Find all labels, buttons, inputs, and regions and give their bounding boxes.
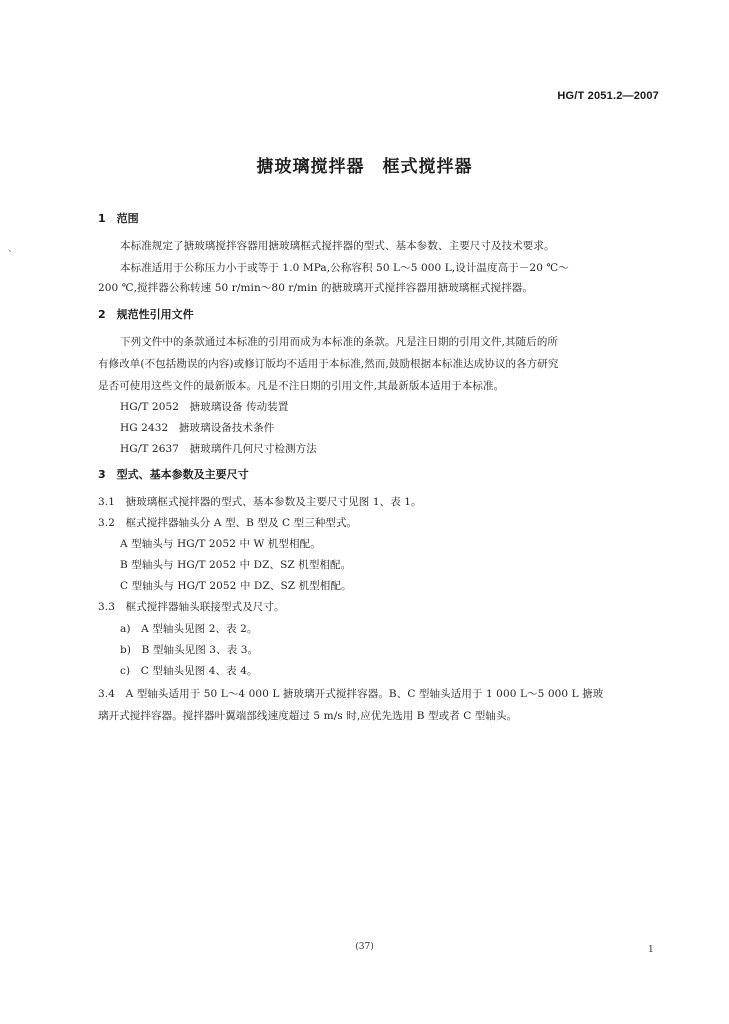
footer-mark: 1 <box>648 945 654 955</box>
section-2-paragraph-line-3: 是否可使用这些文件的最新版本。凡是不注日期的引用文件,其最新版本适用于本标准。 <box>98 380 505 392</box>
clause-3-3-item: c) C 型轴头见图 4、表 4。 <box>120 665 258 677</box>
clause-3-2-type-b: B 型轴头与 HG/T 2052 中 DZ、SZ 机型相配。 <box>120 559 352 571</box>
standard-number: HG/T 2051.2—2007 <box>557 90 659 102</box>
clause-3-4-line-2: 璃开式搅拌容器。搅拌器叶翼端部线速度超过 5 m/s 时,应优先选用 B 型或者 C 型轴头。 <box>98 710 518 722</box>
section-1-paragraph-2-line-1: 本标准适用于公称压力小于或等于 1.0 MPa,公称容积 50 L～5 000 L,设计温度高于－20 ℃～ <box>120 262 569 274</box>
clause-3-2: 3.2 框式搅拌器轴头分 A 型、B 型及 C 型三种型式。 <box>98 517 358 529</box>
clause-3-3: 3.3 框式搅拌器轴头联接型式及尺寸。 <box>98 601 285 613</box>
section-3-heading: 3 型式、基本参数及主要尺寸 <box>98 468 249 481</box>
clause-3-3-item: a) A 型轴头见图 2、表 2。 <box>120 623 258 635</box>
page-number: (37) <box>355 942 374 952</box>
section-2-paragraph-line-2: 有修改单(不包括勘误的内容)或修订版均不适用于本标准,然而,鼓励根据本标准达成协议的各方研究 <box>98 358 559 370</box>
section-2-paragraph-line-1: 下列文件中的条款通过本标准的引用而成为本标准的条款。凡是注日期的引用文件,其随后的所 <box>120 336 559 348</box>
section-2-heading: 2 规范性引用文件 <box>98 308 194 321</box>
reference-item: HG 2432 搪玻璃设备技术条件 <box>120 422 275 434</box>
section-1-heading: 1 范围 <box>98 212 139 225</box>
page-title: 搪玻璃搅拌器 框式搅拌器 <box>256 157 473 177</box>
clause-3-3-item: b) B 型轴头见图 3、表 3。 <box>120 644 259 656</box>
clause-3-1: 3.1 搪玻璃框式搅拌器的型式、基本参数及主要尺寸见图 1、表 1。 <box>98 496 422 508</box>
margin-mark: 、 <box>8 244 18 254</box>
clause-3-2-type-c: C 型轴头与 HG/T 2052 中 DZ、SZ 机型相配。 <box>120 580 352 592</box>
clause-3-4-line-1: 3.4 A 型轴头适用于 50 L～4 000 L 搪玻璃开式搅拌容器。B、C 型轴头适用于 1 000 L～5 000 L 搪玻 <box>98 688 604 700</box>
section-1-paragraph-1: 本标准规定了搪玻璃搅拌容器用搪玻璃框式搅拌器的型式、基本参数、主要尺寸及技术要求。 <box>120 240 555 252</box>
clause-3-2-type-a: A 型轴头与 HG/T 2052 中 W 机型相配。 <box>120 538 321 550</box>
reference-item: HG/T 2052 搪玻璃设备 传动装置 <box>120 401 289 413</box>
section-1-paragraph-2-line-2: 200 ℃,搅拌器公称转速 50 r/min～80 r/min 的搪玻璃开式搅拌容器用搪玻璃框式搅拌器。 <box>98 282 534 294</box>
reference-item: HG/T 2637 搪玻璃件几何尺寸检测方法 <box>120 443 317 455</box>
